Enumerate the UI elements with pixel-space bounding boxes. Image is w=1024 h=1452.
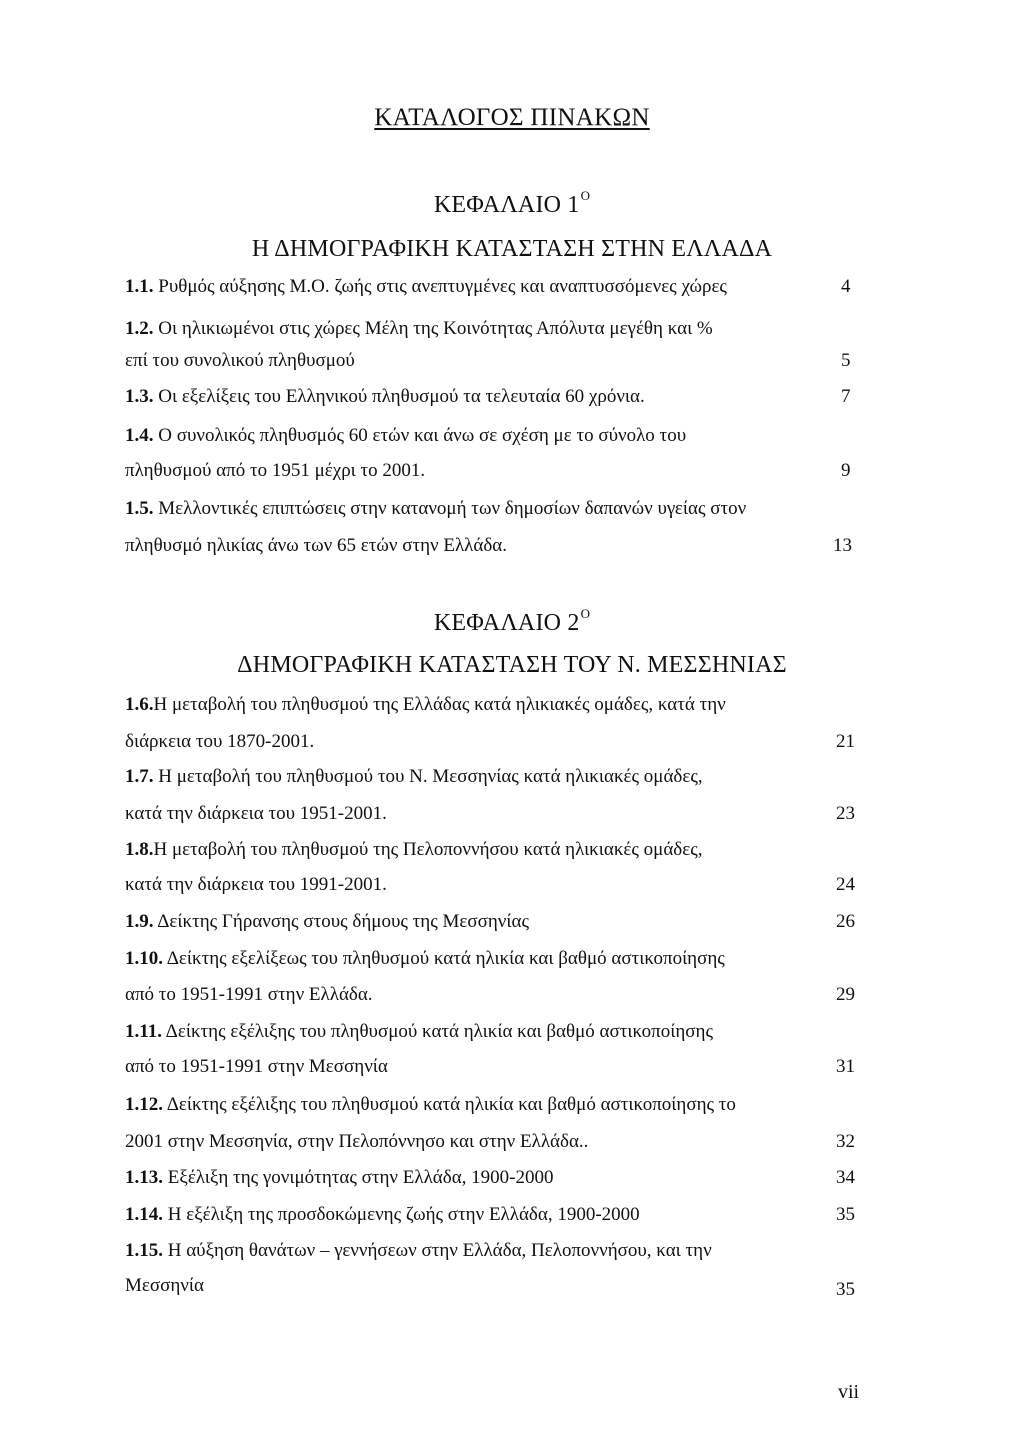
entry-text-continued: από το 1951-1991 στην Μεσσηνία [125,1056,388,1077]
toc-entry-1-12 [125,1094,736,1116]
toc-entry-1-4 [125,425,686,447]
toc-entry-1-5 [125,498,746,520]
chapter-2-heading-text: ΚΕΦΑΛΑΙΟ 2 [433,610,580,636]
entry-page-number: 23 [836,803,855,824]
page-title: ΚΑΤΑΛΟΓΟΣ ΠΙΝΑΚΩΝ [374,104,650,131]
entry-page-number: 9 [841,460,851,481]
entry-text: Ο συνολικός πληθυσμός 60 ετών και άνω σε σχέση με το σύνολο του [153,425,687,446]
chapter-2-heading [0,606,1024,637]
entry-text: Οι εξελίξεις του Ελληνικού πληθυσμού τα τελευταία 60 χρόνια. [153,386,645,407]
entry-number: 1.2. [125,318,154,339]
entry-page-number: 7 [841,386,851,407]
entry-page-number: 21 [836,731,855,752]
page-number-footer: vii [838,1381,860,1403]
entry-text: Οι ηλικιωμένοι στις χώρες Μέλη της Κοινότητας Απόλυτα μεγέθη και % [153,318,713,339]
entry-text-continued: από το 1951-1991 στην Ελλάδα. [125,984,373,1005]
entry-page-number: 13 [833,535,852,556]
toc-entry-1-3 [125,386,645,408]
entry-page-number: 34 [836,1167,855,1188]
toc-entry-1-11 [125,1021,713,1043]
entry-text-continued: πληθυσμό ηλικίας άνω των 65 ετών στην Ελλάδα. [125,535,507,556]
chapter-1-ordinal: Ο [580,188,591,203]
toc-entry-1-7 [125,766,703,788]
entry-text: Η μεταβολή του πληθυσμού του Ν. Μεσσηνίας κατά ηλικιακές ομάδες, [153,766,703,787]
entry-number: 1.3. [125,386,154,407]
chapter-1-heading-text: ΚΕΦΑΛΑΙΟ 1 [433,192,580,218]
entry-number: 1.1. [125,276,154,297]
toc-entry-1-6 [125,694,726,716]
entry-text: Η αύξηση θανάτων – γεννήσεων στην Ελλάδα, Πελοποννήσου, και την [163,1240,712,1261]
entry-page-number: 4 [841,276,851,297]
entry-number: 1.10. [125,948,163,969]
entry-page-number: 35 [836,1204,855,1225]
entry-page-number: 29 [836,984,855,1005]
entry-text: Η μεταβολή του πληθυσμού της Ελλάδας κατά ηλικιακές ομάδες, κατά την [153,694,726,715]
toc-entry-1-10 [125,948,725,970]
entry-number: 1.7. [125,766,154,787]
toc-entry-1-9 [125,911,529,933]
entry-page-number: 31 [836,1056,855,1077]
entry-text: Ρυθμός αύξησης Μ.Ο. ζωής στις ανεπτυγμένες και αναπτυσσόμενες χώρες [153,276,727,297]
entry-text-continued: 2001 στην Μεσσηνία, στην Πελοπόννησο και στην Ελλάδα.. [125,1131,589,1152]
entry-number: 1.12. [125,1094,163,1115]
toc-entry-1-15 [125,1240,712,1262]
toc-entry-1-13 [125,1167,554,1189]
entry-text: Η εξέλιξη της προσδοκώμενης ζωής στην Ελλάδα, 1900-2000 [163,1204,640,1225]
toc-entry-1-14 [125,1204,640,1226]
entry-number: 1.9. [125,911,154,932]
entry-text-continued: κατά την διάρκεια του 1991-2001. [125,874,387,895]
entry-text-continued: Μεσσηνία [125,1275,204,1296]
entry-text-continued: διάρκεια του 1870-2001. [125,731,315,752]
entry-text-continued: επί του συνολικού πληθυσμού [125,350,355,371]
entry-text: Δείκτης εξελίξεως του πληθυσμού κατά ηλικία και βαθμό αστικοποίησης [163,948,725,969]
entry-page-number: 5 [841,350,851,371]
entry-text: Δείκτης εξέλιξης του πληθυσμού κατά ηλικία και βαθμό αστικοποίησης το [163,1094,736,1115]
entry-text: Η μεταβολή του πληθυσμού της Πελοποννήσου κατά ηλικιακές ομάδες, [153,839,703,860]
entry-page-number: 35 [836,1279,855,1300]
entry-number: 1.6. [125,694,154,715]
chapter-2-ordinal: Ο [580,606,591,621]
entry-number: 1.13. [125,1167,163,1188]
entry-number: 1.5. [125,498,154,519]
toc-entry-1-8 [125,839,703,861]
entry-number: 1.14. [125,1204,163,1225]
entry-page-number: 24 [836,874,855,895]
chapter-1-heading [0,188,1024,219]
entry-text-continued: κατά την διάρκεια του 1951-2001. [125,803,387,824]
entry-number: 1.8. [125,839,154,860]
chapter-1-subtitle: Η ΔΗΜΟΓΡΑΦΙΚΗ ΚΑΤΑΣΤΑΣΗ ΣΤΗΝ ΕΛΛΑΔΑ [251,236,773,262]
entry-text: Μελλοντικές επιπτώσεις στην κατανομή των δημοσίων δαπανών υγείας στον [153,498,747,519]
entry-page-number: 32 [836,1131,855,1152]
toc-entry-1-1 [125,276,727,298]
entry-number: 1.4. [125,425,154,446]
entry-text: Δείκτης Γήρανσης στους δήμους της Μεσσηνίας [153,911,529,932]
entry-number: 1.15. [125,1240,163,1261]
toc-entry-1-2 [125,318,713,340]
entry-text-continued: πληθυσμού από το 1951 μέχρι το 2001. [125,460,426,481]
entry-number: 1.11. [125,1021,162,1042]
entry-text: Εξέλιξη της γονιμότητας στην Ελλάδα, 1900-2000 [163,1167,554,1188]
entry-page-number: 26 [836,911,855,932]
chapter-2-subtitle: ΔΗΜΟΓΡΑΦΙΚΗ ΚΑΤΑΣΤΑΣΗ ΤΟΥ Ν. ΜΕΣΣΗΝΙΑΣ [237,652,787,678]
entry-text: Δείκτης εξέλιξης του πληθυσμού κατά ηλικία και βαθμό αστικοποίησης [161,1021,713,1042]
